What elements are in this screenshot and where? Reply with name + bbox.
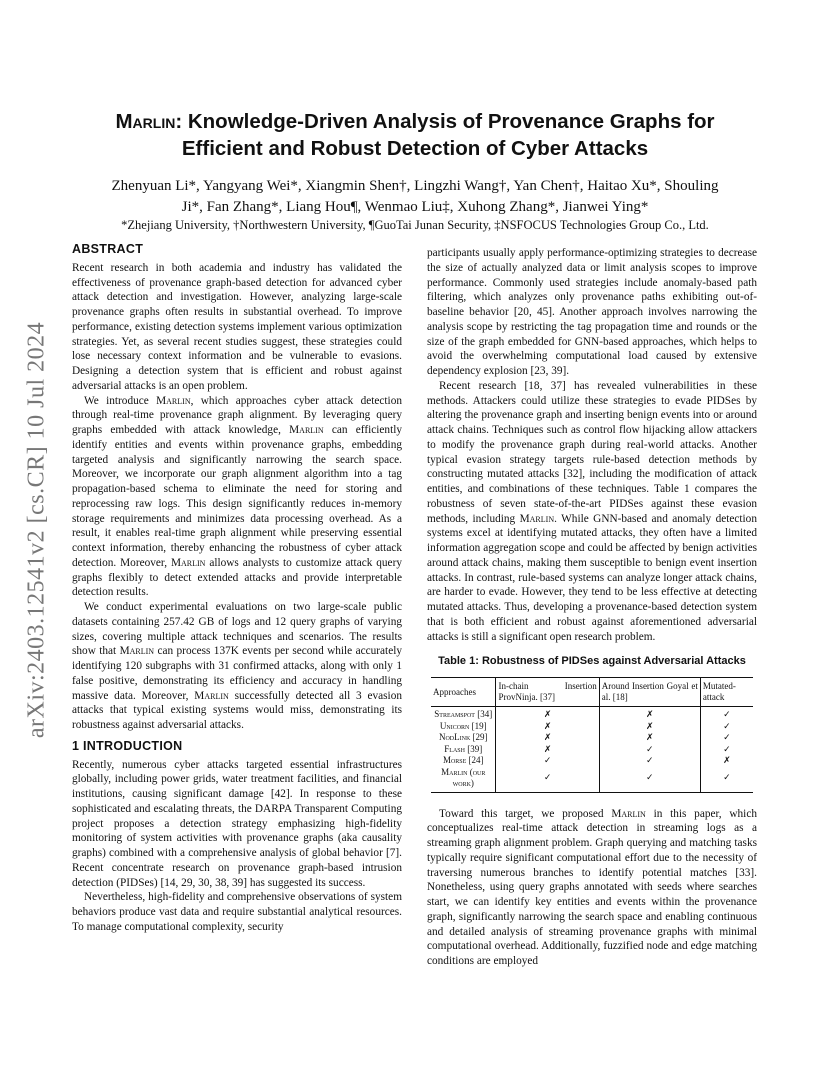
cell-mark: ✓	[700, 721, 753, 733]
approach-name: Unicorn [19]	[439, 720, 487, 731]
authors-line-2: Ji*, Fan Zhang*, Liang Hou¶, Wenmao Liu‡, Xuhong Zhang*, Jianwei Ying*	[181, 199, 649, 215]
text-span: We conduct experimental evaluations on two large-scale public datasets containing 257.42 GB of logs and 12 query graphs of varying sizes, covering multiple attack techniques and scenarios. The results show that	[72, 601, 402, 658]
cell-mark: ✓	[700, 767, 753, 793]
robustness-table	[431, 677, 753, 793]
right-paragraph-3	[427, 807, 757, 969]
table-row	[431, 707, 753, 721]
text-span: Toward this target, we proposed	[439, 807, 612, 820]
cell-mark: ✓	[700, 744, 753, 756]
header-around: Around Insertion Goyal et al. [18]	[599, 678, 700, 707]
text-span: successfully detected all 3 evasion attacks that typical existing systems would miss, demonstrating its robustness against adversarial attacks.	[72, 689, 402, 731]
cell-mark: ✓	[496, 755, 599, 767]
text-span: , which approaches cyber attack detection through real-time provenance graph alignment. By leveraging query graphs embedded with attack knowledge,	[72, 394, 402, 436]
cell-mark: ✗	[599, 732, 700, 744]
title-system-name: Marlin	[115, 110, 176, 133]
table-row	[431, 732, 753, 744]
cell-mark: ✓	[599, 744, 700, 756]
text-span: can efficiently identify entities and events within provenance graphs, embedding targeted analysis and significantly narrowing the search space. Moreover, we incorporate our graph alignment algorithm into a tag propagation-based schema to eliminate the need for storing and reprocessing raw logs. This design significantly reduces in-memory storage requirements and minimizes data processing overhead. As a result, it enables real-time graph alignment while preserving essential context information, thereby enhancing the robustness of cyber attack detection. Moreover,	[72, 424, 402, 569]
cell-mark: ✗	[599, 721, 700, 733]
approach-name: Marlin (our work)	[431, 767, 496, 793]
table-row	[431, 767, 753, 793]
right-paragraph-2	[427, 379, 757, 645]
intro-paragraph-2: Nevertheless, high-fidelity and comprehensive observations of system behaviors produce vast data and require substantial analytical resources. To manage computational complexity, security	[72, 891, 402, 933]
title-line-2: Efficient and Robust Detection of Cyber Attacks	[181, 137, 649, 160]
system-name: Marlin	[611, 807, 646, 820]
title-line-1	[70, 108, 760, 135]
approach-name: Morse [24]	[442, 755, 484, 765]
right-column	[427, 246, 757, 969]
system-name: Marlin	[170, 556, 206, 569]
introduction-heading: 1 INTRODUCTION	[72, 738, 183, 753]
arxiv-sidebar-stamp	[22, 300, 52, 760]
right-paragraph-1: participants usually apply performance-optimizing strategies to decrease the size of actually analyzed data or limit analysis scopes to improve performance. Commonly used strategies include anomaly-based path filtering, which analyzes only provenance paths exhibiting out-of-baseline behavior [20, 45]. Another approach involves narrowing the analysis scope by restricting the tag propagation time and rounds or the size of the graph embedded for GNN-based approaches, which helps to avoid the overwhelming computational load caused by extensive dependency explosion [23, 39].	[427, 247, 757, 377]
left-column	[72, 242, 402, 935]
authors-line-1: Zhenyuan Li*, Yangyang Wei*, Xiangmin Shen†, Lingzhi Wang†, Yan Chen†, Haitao Xu*, Shouling	[111, 178, 719, 194]
cell-mark: ✗	[496, 732, 599, 744]
arxiv-identifier: arXiv:2403.12541v2 [cs.CR] 10 Jul 2024	[23, 321, 50, 739]
intro-paragraph-1: Recently, numerous cyber attacks targeted essential infrastructures globally, including power grids, water treatment facilities, and financial institutions, causing significant damage [42]. In response to these sophisticated and escalating threats, the DARPA Transparent Computing project proposes a detection strategy emphasizing high-fidelity monitoring of system activities with provenance graphs (aka causality graphs) combined with a comprehensive analysis of global behavior [7]. Recent concentrate research on provenance graph-based intrusion detection (PIDSes) [14, 29, 30, 38, 39] has suggested its success.	[72, 758, 402, 889]
paper-title	[70, 108, 760, 162]
title-line-1-rest: : Knowledge-Driven Analysis of Provenance Graphs for	[175, 110, 715, 133]
cell-mark: ✓	[599, 755, 700, 767]
cell-mark: ✗	[496, 707, 599, 721]
approach-name: NodLink [29]	[438, 732, 488, 742]
approach-name: Streamspot [34]	[434, 709, 493, 719]
header-mutated: Mutated-attack	[700, 678, 753, 707]
system-name: Marlin	[289, 424, 324, 436]
text-span: Recent research [18, 37] has revealed vulnerabilities in these methods. Attackers could utilize these strategies to evade PIDSes by altering the provenance graph and inserting benign events into or around attack chains. Techniques such as control flow hijacking allow attackers to modify the provenance graph during real-world attacks. Another typical evasion strategy targets rule-based detection methods by constructing mutated attacks [32], including the modification of attack entities, and combinations of these techniques. Table 1 compares the robustness of seven state-of-the-art PIDSes against these evasion methods, including	[427, 379, 757, 525]
cell-mark: ✓	[700, 732, 753, 744]
system-name: Marlin	[119, 645, 155, 658]
cell-mark: ✓	[700, 707, 753, 721]
abstract-paragraph-1: Recent research in both academia and industry has validated the effectiveness of provenance graph-based detection for advanced cyber attack detection and investigation. However, analyzing large-scale provenance graphs often results in substantial overhead. To improve performance, existing detection systems implement various optimization strategies. Yet, as several recent studies suggest, these strategies could lose necessary context information and be vulnerable to evasions. Designing a detection system that is efficient and robust against adversarial attacks is an open problem.	[72, 261, 402, 392]
cell-mark: ✗	[496, 721, 599, 733]
affiliations: *Zhejiang University, †Northwestern University, ¶GuoTai Junan Security, ‡NSFOCUS Technologies Group Co., Ltd.	[121, 218, 709, 232]
author-list	[60, 176, 770, 218]
abstract-paragraph-3	[72, 600, 402, 733]
text-span: We introduce	[84, 394, 157, 407]
table-row	[431, 721, 753, 733]
cell-mark: ✓	[496, 767, 599, 793]
approach-name: Flash [39]	[444, 743, 483, 754]
abstract-paragraph-2	[72, 394, 402, 601]
cell-mark: ✓	[599, 767, 700, 793]
system-name: Marlin	[194, 689, 229, 702]
cell-mark: ✗	[599, 707, 700, 721]
system-name: Marlin	[156, 394, 191, 407]
cell-mark: ✗	[496, 744, 599, 756]
header-in-chain: In-chain Insertion ProvNinja. [37]	[496, 678, 599, 707]
table-header-row	[431, 678, 753, 707]
table-row	[431, 755, 753, 767]
table-row	[431, 744, 753, 756]
table-caption: Table 1: Robustness of PIDSes against Adversarial Attacks	[438, 655, 746, 668]
abstract-heading: ABSTRACT	[72, 242, 144, 256]
cell-mark: ✗	[700, 755, 753, 767]
system-name: Marlin	[519, 512, 555, 525]
header-approaches: Approaches	[431, 678, 496, 707]
text-span: . While GNN-based and anomaly detection systems excel at identifying mutated attacks, they often have a limited information aggregation scope and could be affected by benign activities around attack chains, making them susceptible to benign event insertion attacks. In contrast, rule-based systems can analyze longer attack chains, are harder to evade. However, they tend to be less effective at detecting mutated attacks. Thus, developing a provenance-based detection system that is both efficient and robust against aforementioned adversarial attacks is still a significant open research problem.	[427, 512, 757, 643]
text-span: can process 137K events per second while accurately identifying 120 subgraphs with 31 confirmed attacks, along with only 1 false positive, demonstrating its efficiency and accuracy in handling massive data. Moreover,	[72, 645, 402, 702]
text-span: in this paper, which conceptualizes real-time attack detection in streaming logs as a streaming graph alignment problem. Graph querying and matching tasks typically require significant computational effort due to the necessity of traversing numerous branches to identify potential matches [33]. Nonetheless, using query graphs annotated with seeds where searches start, we can identify key entities and events within the provenance graph, significantly narrowing the search space and enabling continuous and detailed analysis of streaming provenance graphs with minimal computational overhead. Additionally, fuzzified node and edge matching conditions are employed	[427, 807, 757, 967]
text-span: allows analysts to customize attack query graphs flexibly to detect extended attacks and provide interpretable detection results.	[72, 556, 402, 599]
